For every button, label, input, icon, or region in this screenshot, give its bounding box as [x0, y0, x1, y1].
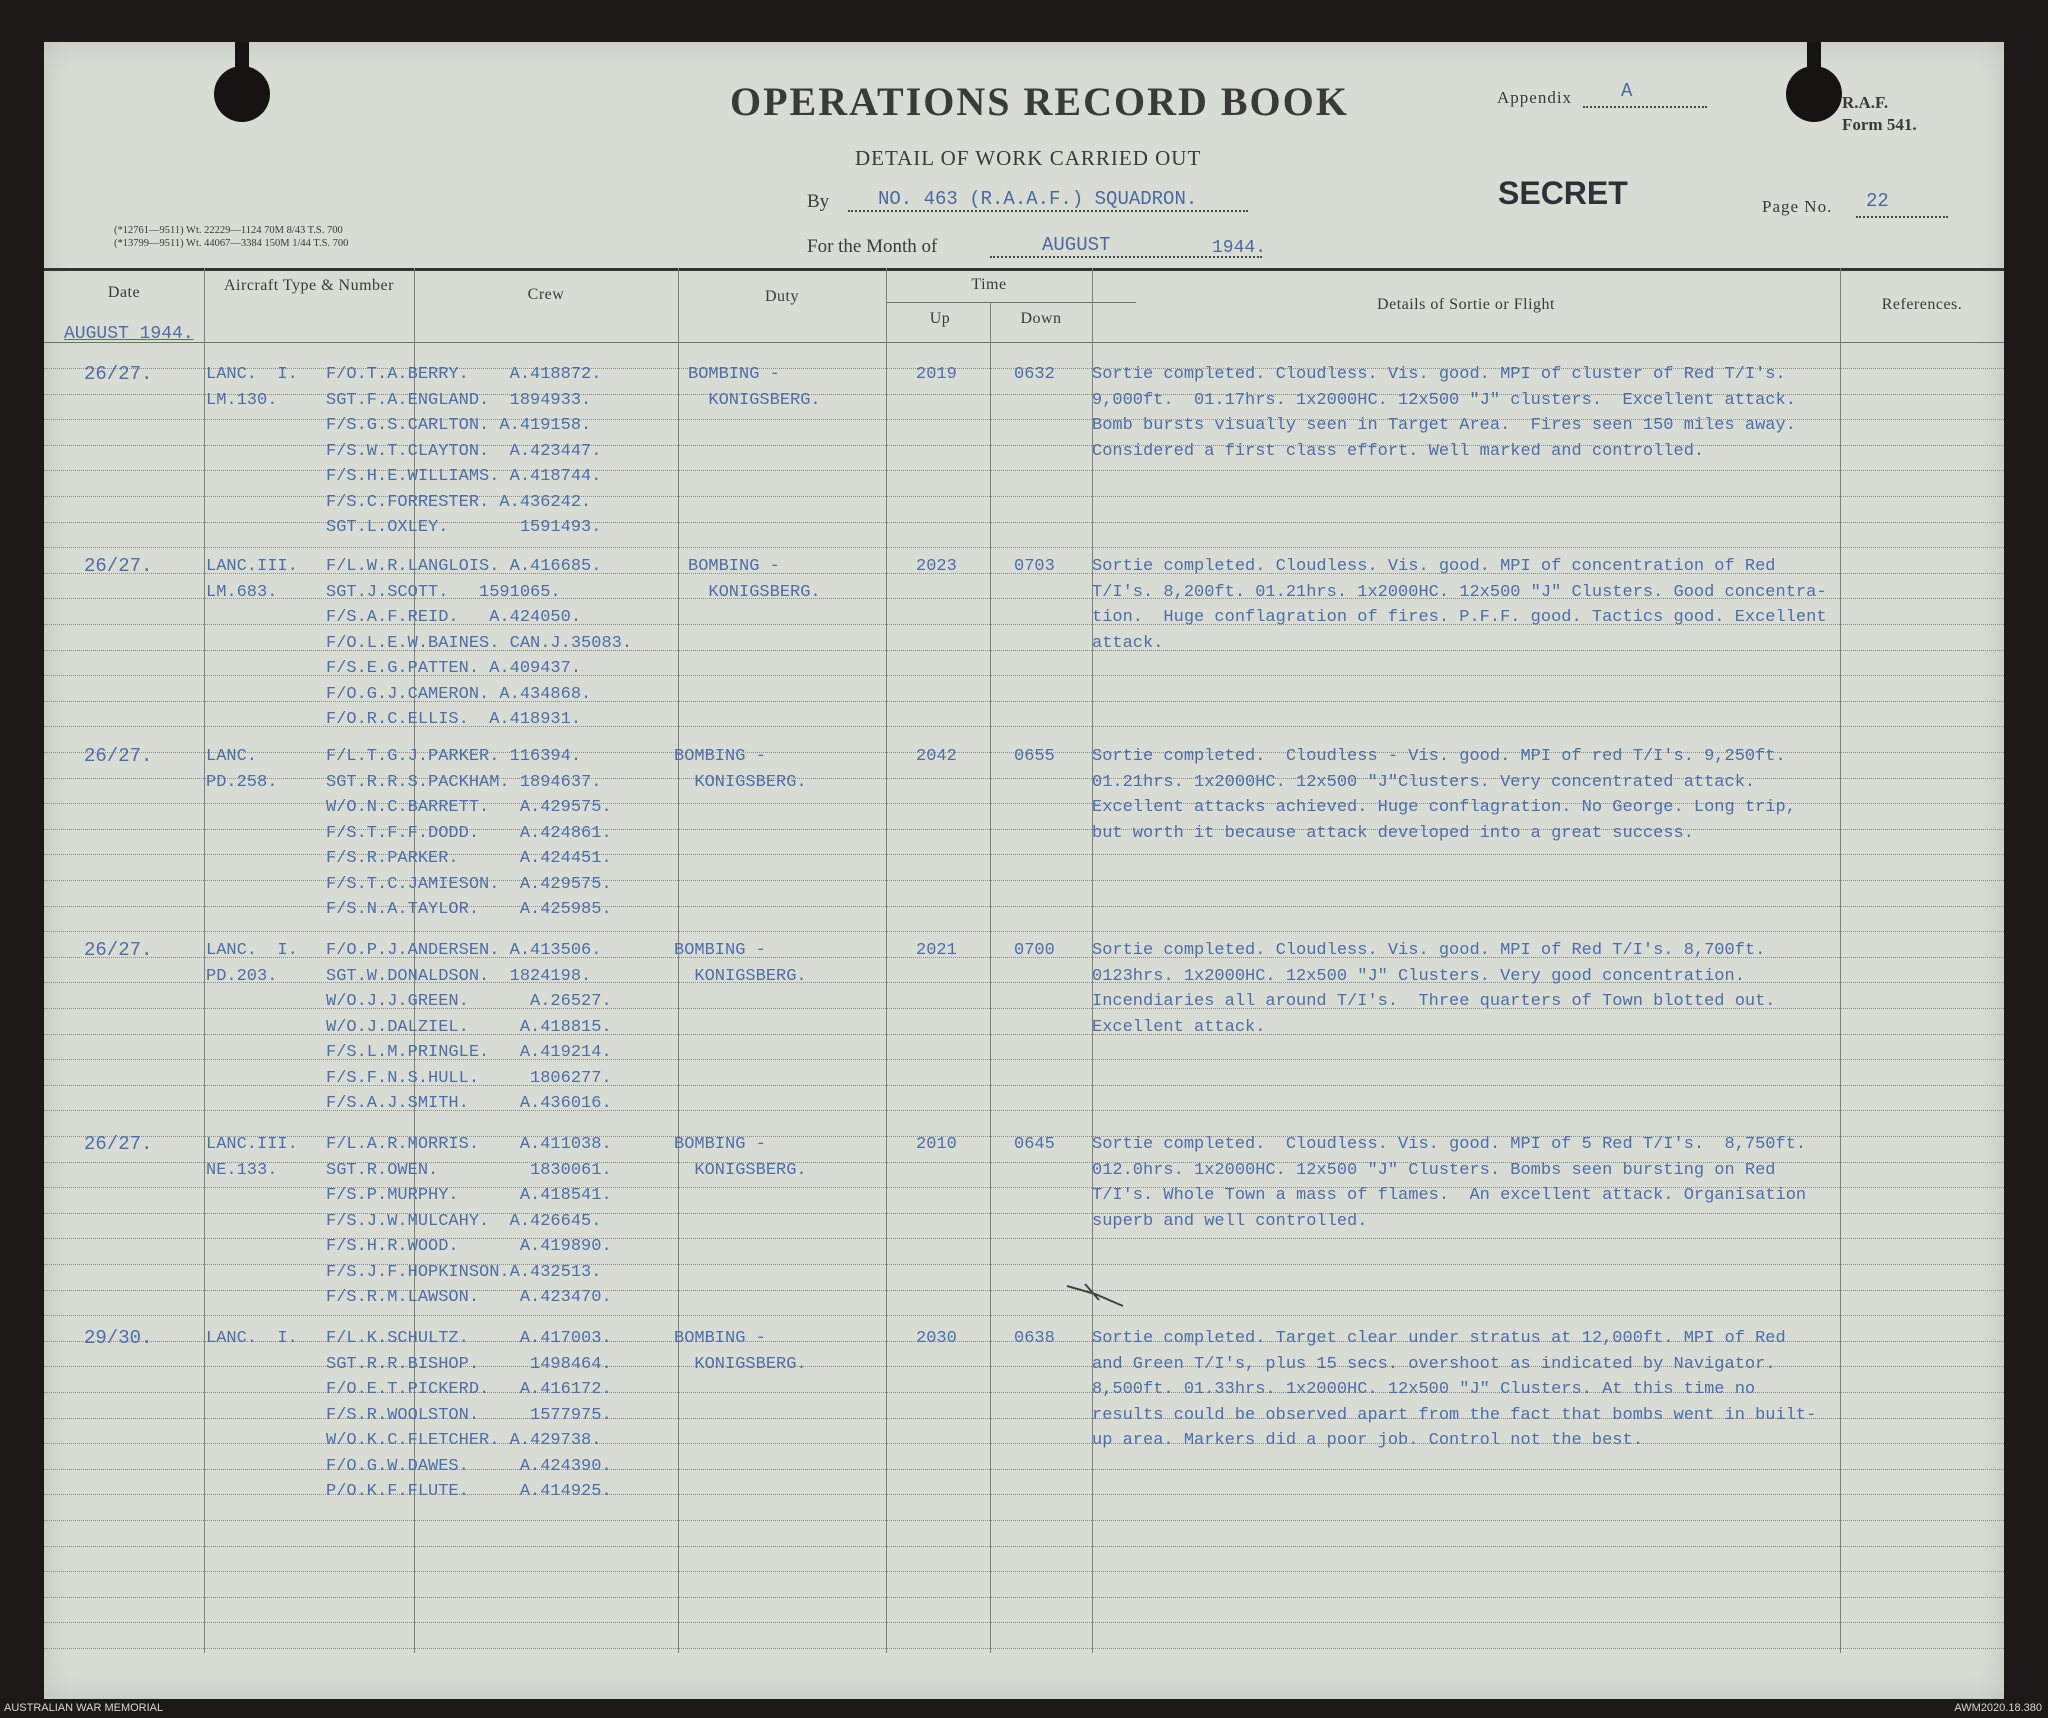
appendix-dotted-line	[1583, 106, 1707, 108]
row-time-down: 0703	[1014, 557, 1055, 576]
row-time-down: 0655	[1014, 747, 1055, 766]
row-date: 26/27.	[84, 745, 153, 767]
row-date: 26/27.	[84, 555, 153, 577]
row-duty: BOMBING - KONIGSBERG.	[688, 557, 821, 602]
row-crew: F/L.A.R.MORRIS. A.411038. SGT.R.OWEN. 1830061. F/S.P.MURPHY. A.418541. F/S.J.W.MULCAHY. A.426645. F/S.H.R.WOOD. A.419890. F/S.J.F.HOPKINSON.A.432513. F/S.R.M.LAWSON. A.423470.	[326, 1135, 612, 1307]
row-time-up: 2023	[916, 557, 957, 576]
col-divider	[204, 268, 205, 1653]
pencil-tick-mark	[1065, 1280, 1125, 1310]
secret-stamp: SECRET	[1498, 175, 1628, 211]
ruled-line	[44, 547, 2004, 548]
row-time-down: 0638	[1014, 1329, 1055, 1348]
row-crew: F/O.T.A.BERRY. A.418872. SGT.F.A.ENGLAND. 1894933. F/S.G.S.CARLTON. A.419158. F/S.W.T.CLAYTON. A.423447. F/S.H.E.WILLIAMS. A.418744. F/S.C.FORRESTER. A.436242. SGT.L.OXLEY. 1591493.	[326, 365, 602, 537]
print-info-line-2: (*13799—9511) Wt. 44067—3384 150M 1/44 T.S. 700	[114, 238, 349, 249]
squadron-value: NO. 463 (R.A.A.F.) SQUADRON.	[878, 188, 1198, 210]
row-details: Sortie completed. Target clear under stratus at 12,000ft. MPI of Red and Green T/I's, plus 15 secs. overshoot as indicated by Navigator. 8,500ft. 01.33hrs. 1x2000HC. 12x500 "J" Clusters. At this time no results could be observed apart from the fact that bombs went in built- up area. Markers did a poor job. Control not the best.	[1092, 1329, 1817, 1450]
ruled-line	[44, 1622, 2004, 1623]
row-date: 26/27.	[84, 1133, 153, 1155]
col-header-duty: Duty	[765, 288, 799, 305]
print-info	[114, 224, 348, 250]
ruled-line	[44, 931, 2004, 932]
page-dotted-line	[1856, 216, 1948, 218]
row-aircraft: LANC. I. PD.203.	[206, 941, 298, 986]
row-details: Sortie completed. Cloudless. Vis. good. MPI of Red T/I's. 8,700ft. 0123hrs. 1x2000HC. 12x500 "J" Clusters. Very good concentration. Incendiaries all around T/I's. Three quarters of Town blotted out. Excellent attack.	[1092, 941, 1776, 1037]
row-crew: F/L.W.R.LANGLOIS. A.416685. SGT.J.SCOTT. 1591065. F/S.A.F.REID. A.424050. F/O.L.E.W.BAINES. CAN.J.35083. F/S.E.G.PATTEN. A.409437. F/O.G.J.CAMERON. A.434868. F/O.R.C.ELLIS. A.418931.	[326, 557, 633, 729]
ruled-line	[44, 1315, 2004, 1316]
row-crew: F/O.P.J.ANDERSEN. A.413506. SGT.W.DONALDSON. 1824198. W/O.J.J.GREEN. A.26527. W/O.J.DALZIEL. A.418815. F/S.L.M.PRINGLE. A.419214. F/S.F.N.S.HULL. 1806277. F/S.A.J.SMITH. A.436016.	[326, 941, 612, 1113]
by-label: By	[807, 191, 830, 212]
col-header-time: Time	[971, 276, 1007, 293]
row-time-up: 2010	[916, 1135, 957, 1154]
col-divider	[990, 302, 991, 1653]
col-divider	[1840, 268, 1841, 1653]
ruled-line	[44, 1648, 2004, 1649]
col-header-up: Up	[929, 310, 951, 327]
ruled-line	[44, 1597, 2004, 1598]
row-crew: F/L.T.G.J.PARKER. 116394. SGT.R.R.S.PACKHAM. 1894637. W/O.N.C.BARRETT. A.429575. F/S.T.F.F.DODD. A.424861. F/S.R.PARKER. A.424451. F/S.T.C.JAMIESON. A.429575. F/S.N.A.TAYLOR. A.425985.	[326, 747, 612, 919]
row-duty: BOMBING - KONIGSBERG.	[674, 747, 807, 792]
row-duty: BOMBING - KONIGSBERG.	[688, 365, 821, 410]
row-aircraft: LANC.III. NE.133.	[206, 1135, 298, 1180]
row-date: 29/30.	[84, 1327, 153, 1349]
row-time-up: 2030	[916, 1329, 957, 1348]
form-line-2: Form 541.	[1842, 115, 1917, 134]
appendix-label: Appendix	[1497, 88, 1573, 107]
month-heading: AUGUST 1944.	[64, 324, 194, 344]
row-aircraft: LANC. I.	[206, 1329, 298, 1348]
row-details: Sortie completed. Cloudless. Vis. good. MPI of concentration of Red T/I's. 8,200ft. 01.21hrs. 1x2000HC. 12x500 "J" Clusters. Good concentra- tion. Huge conflagration of fires. P.F.F. good. Tactics good. Excellent attack.	[1092, 557, 1827, 653]
row-time-down: 0700	[1014, 941, 1055, 960]
row-details: Sortie completed. Cloudless. Vis. good. MPI of 5 Red T/I's. 8,750ft. 012.0hrs. 1x2000HC. 12x500 "J" Clusters. Bombs seen bursting on Red T/I's. Whole Town a mass of flames. An excellent attack. Organisation superb and well controlled.	[1092, 1135, 1807, 1231]
col-header-aircraft: Aircraft Type & Number	[224, 277, 394, 294]
row-time-up: 2042	[916, 747, 957, 766]
by-dotted-line	[848, 210, 1248, 212]
row-duty: BOMBING - KONIGSBERG.	[674, 941, 807, 986]
row-time-down: 0632	[1014, 365, 1055, 384]
page-label: Page No.	[1762, 197, 1833, 216]
punch-hole-left	[214, 66, 270, 122]
row-time-up: 2021	[916, 941, 957, 960]
col-header-crew: Crew	[527, 286, 565, 303]
form-subtitle: DETAIL OF WORK CARRIED OUT	[855, 146, 1202, 170]
ruled-line	[44, 1520, 2004, 1521]
col-header-references: References.	[1881, 296, 1963, 313]
form-number	[1842, 92, 1917, 136]
row-details: Sortie completed. Cloudless - Vis. good. MPI of red T/I's. 9,250ft. 01.21hrs. 1x2000HC. 12x500 "J"Clusters. Very concentrated attack. Excellent attacks achieved. Huge conflagration. No George. Long trip, but worth it because attack developed into a great success.	[1092, 747, 1796, 843]
month-label: For the Month of	[807, 236, 938, 257]
col-header-details: Details of Sortie or Flight	[1377, 296, 1555, 313]
row-details: Sortie completed. Cloudless. Vis. good. MPI of cluster of Red T/I's. 9,000ft. 01.17hrs. 1x2000HC. 12x500 "J" clusters. Excellent attack. Bomb bursts visually seen in Target Area. Fires seen 150 miles away. Considered a first class effort. Well marked and controlled.	[1092, 365, 1796, 461]
row-duty: BOMBING - KONIGSBERG.	[674, 1329, 807, 1374]
archive-reference: AWM2020.18.380	[1954, 1702, 2042, 1714]
row-time-down: 0645	[1014, 1135, 1055, 1154]
col-header-date: Date	[107, 284, 141, 301]
row-aircraft: LANC.III. LM.683.	[206, 557, 298, 602]
header-rule	[44, 342, 2004, 343]
col-header-down: Down	[1020, 310, 1062, 327]
page-value: 22	[1866, 190, 1889, 212]
ruled-line	[44, 1571, 2004, 1572]
form-title: OPERATIONS RECORD BOOK	[730, 79, 1349, 124]
row-time-up: 2019	[916, 365, 957, 384]
row-crew: F/L.K.SCHULTZ. A.417003. SGT.R.R.BISHOP. 1498464. F/O.E.T.PICKERD. A.416172. F/S.R.WOOLSTON. 1577975. W/O.K.C.FLETCHER. A.429738. F/O.G.W.DAWES. A.424390. P/O.K.F.FLUTE. A.414925.	[326, 1329, 612, 1501]
month-value: AUGUST	[1042, 234, 1111, 256]
row-duty: BOMBING - KONIGSBERG.	[674, 1135, 807, 1180]
punch-hole-right	[1786, 66, 1842, 122]
record-table	[44, 268, 2004, 1668]
print-info-line-1: (*12761—9511) Wt. 22229—1124 70M 8/43 T.S. 700	[114, 225, 343, 236]
year-value: 1944.	[1212, 238, 1267, 258]
archive-credit: AUSTRALIAN WAR MEMORIAL	[4, 1702, 164, 1714]
table-top-rule	[44, 268, 2004, 271]
row-aircraft: LANC. PD.258.	[206, 747, 278, 792]
row-date: 26/27.	[84, 939, 153, 961]
row-aircraft: LANC. I. LM.130.	[206, 365, 298, 410]
appendix-value: A	[1621, 80, 1633, 102]
row-date: 26/27.	[84, 363, 153, 385]
col-divider	[886, 268, 887, 1653]
form-line-1: R.A.F.	[1842, 93, 1889, 112]
ruled-line	[44, 1546, 2004, 1547]
